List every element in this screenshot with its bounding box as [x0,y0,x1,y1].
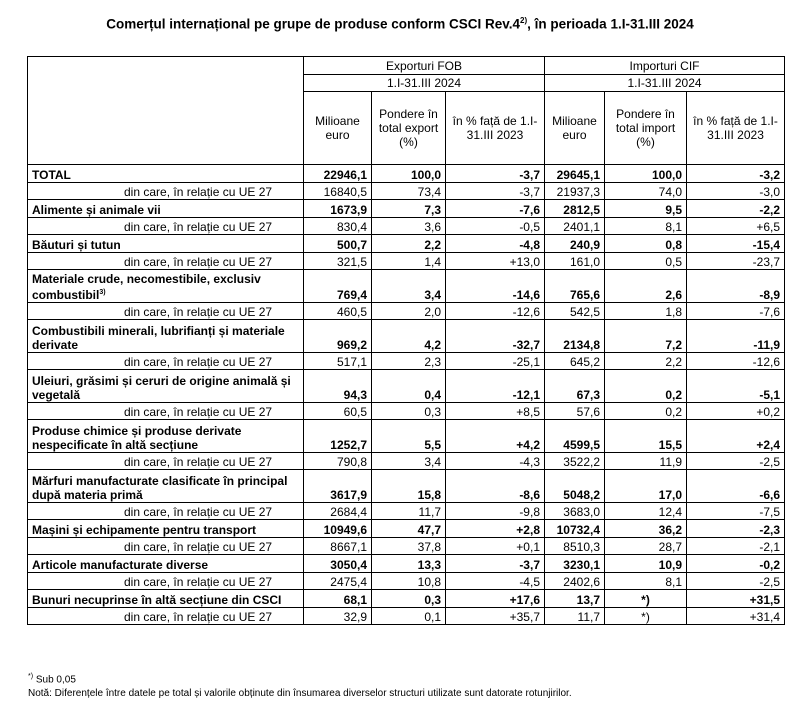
value-cell: 2,2 [605,353,687,370]
col-header: Milioane euro [545,92,605,165]
value-cell: 321,5 [304,253,372,270]
value-cell: 57,6 [545,403,605,420]
value-cell: -3,7 [446,555,545,573]
value-cell: 0,2 [605,370,687,403]
value-cell: 1,8 [605,303,687,320]
table-row [28,235,785,253]
row-label: din care, în relație cu UE 27 [28,608,304,625]
value-cell: 10,9 [605,555,687,573]
value-cell: 3617,9 [304,470,372,503]
value-cell: -0,2 [687,555,785,573]
value-cell: -7,6 [446,200,545,218]
value-cell: 7,2 [605,320,687,353]
value-cell: 8,1 [605,218,687,235]
value-cell: *) [605,590,687,608]
value-cell: -6,6 [687,470,785,503]
table-row [28,165,785,183]
value-cell: 8510,3 [545,538,605,555]
footnote: *) Sub 0,05 [28,673,76,686]
value-cell: 12,4 [605,503,687,520]
row-label: din care, în relație cu UE 27 [28,253,304,270]
value-cell: -8,6 [446,470,545,503]
col-header: Pondere în total export (%) [372,92,446,165]
table-subrow [28,353,785,370]
value-cell: +35,7 [446,608,545,625]
value-cell: 830,4 [304,218,372,235]
value-cell: 9,5 [605,200,687,218]
value-cell: -12,6 [446,303,545,320]
value-cell: -4,5 [446,573,545,590]
table-subrow [28,183,785,200]
value-cell: -9,8 [446,503,545,520]
value-cell: 2,3 [372,353,446,370]
value-cell: +0,1 [446,538,545,555]
col-header: în % față de 1.I-31.III 2023 [687,92,785,165]
value-cell: 2,2 [372,235,446,253]
value-cell: 500,7 [304,235,372,253]
table-row [28,470,785,503]
value-cell: 10732,4 [545,520,605,538]
value-cell: 11,7 [372,503,446,520]
table-subrow [28,573,785,590]
value-cell: -12,1 [446,370,545,403]
value-cell: -3,7 [446,183,545,200]
row-label: din care, în relație cu UE 27 [28,453,304,470]
table-row [28,320,785,353]
value-cell: -25,1 [446,353,545,370]
col-header: Milioane euro [304,92,372,165]
table-row [28,520,785,538]
value-cell: -7,5 [687,503,785,520]
value-cell: 161,0 [545,253,605,270]
value-cell: 21937,3 [545,183,605,200]
row-label: din care, în relație cu UE 27 [28,573,304,590]
value-cell: 67,3 [545,370,605,403]
row-label: TOTAL [28,165,304,183]
value-cell: -2,5 [687,453,785,470]
value-cell: 769,4 [304,270,372,303]
value-cell: -5,1 [687,370,785,403]
value-cell: 0,5 [605,253,687,270]
value-cell: +31,4 [687,608,785,625]
value-cell: 5,5 [372,420,446,453]
value-cell: 2402,6 [545,573,605,590]
value-cell: 1252,7 [304,420,372,453]
table-body [28,165,785,625]
value-cell: 100,0 [372,165,446,183]
table-row [28,200,785,218]
corner-cell [28,57,304,165]
value-cell: 3,4 [372,270,446,303]
value-cell: 28,7 [605,538,687,555]
row-label: Articole manufacturate diverse [28,555,304,573]
value-cell: 4599,5 [545,420,605,453]
value-cell: 3050,4 [304,555,372,573]
table-row [28,555,785,573]
exports-header: Exporturi FOB [304,57,545,75]
value-cell: 1,4 [372,253,446,270]
value-cell: 13,7 [545,590,605,608]
table-row [28,270,785,303]
imports-header: Importuri CIF [545,57,785,75]
value-cell: 15,5 [605,420,687,453]
row-label: Bunuri necuprinse în altă secțiune din CSCI [28,590,304,608]
value-cell: 0,3 [372,590,446,608]
value-cell: 790,8 [304,453,372,470]
trade-table [27,56,785,625]
value-cell: 37,8 [372,538,446,555]
value-cell: -2,1 [687,538,785,555]
value-cell: 0,1 [372,608,446,625]
value-cell: 3,4 [372,453,446,470]
value-cell: -12,6 [687,353,785,370]
value-cell: -2,2 [687,200,785,218]
table-subrow [28,253,785,270]
value-cell: 0,3 [372,403,446,420]
value-cell: 5048,2 [545,470,605,503]
row-label: Mărfuri manufacturate clasificate în principal după materia primă [28,470,304,503]
row-label: din care, în relație cu UE 27 [28,303,304,320]
value-cell: -2,5 [687,573,785,590]
value-cell: 542,5 [545,303,605,320]
value-cell: 3230,1 [545,555,605,573]
table-subrow [28,218,785,235]
value-cell: -3,0 [687,183,785,200]
value-cell: -4,8 [446,235,545,253]
value-cell: -0,5 [446,218,545,235]
value-cell: 3683,0 [545,503,605,520]
value-cell: +2,4 [687,420,785,453]
value-cell: 15,8 [372,470,446,503]
value-cell: 645,2 [545,353,605,370]
value-cell: -14,6 [446,270,545,303]
row-label: din care, în relație cu UE 27 [28,183,304,200]
row-label: Uleiuri, grăsimi și ceruri de origine animală și vegetală [28,370,304,403]
value-cell: 11,7 [545,608,605,625]
value-cell: -11,9 [687,320,785,353]
value-cell: +0,2 [687,403,785,420]
value-cell: 36,2 [605,520,687,538]
value-cell: 29645,1 [545,165,605,183]
value-cell: 0,4 [372,370,446,403]
value-cell: -15,4 [687,235,785,253]
value-cell: 68,1 [304,590,372,608]
row-label: din care, în relație cu UE 27 [28,538,304,555]
value-cell: 22946,1 [304,165,372,183]
value-cell: +8,5 [446,403,545,420]
value-cell: 765,6 [545,270,605,303]
table-subrow [28,403,785,420]
row-label: Materiale crude, necomestibile, exclusiv combustibil$^{3)}$ [28,270,304,303]
value-cell: 73,4 [372,183,446,200]
table-subrow [28,608,785,625]
value-cell: 3522,2 [545,453,605,470]
value-cell: 10949,6 [304,520,372,538]
table-subrow [28,453,785,470]
value-cell: 74,0 [605,183,687,200]
value-cell: 2,0 [372,303,446,320]
footnotes [28,670,572,701]
value-cell: +17,6 [446,590,545,608]
value-cell: 47,7 [372,520,446,538]
row-label: din care, în relație cu UE 27 [28,503,304,520]
row-label: Combustibili minerali, lubrifianți și materiale derivate [28,320,304,353]
value-cell: 17,0 [605,470,687,503]
value-cell: 969,2 [304,320,372,353]
value-cell: 8667,1 [304,538,372,555]
value-cell: +31,5 [687,590,785,608]
col-header: Pondere în total import (%) [605,92,687,165]
value-cell: -32,7 [446,320,545,353]
row-label: din care, în relație cu UE 27 [28,353,304,370]
row-label: Alimente și animale vii [28,200,304,218]
value-cell: 460,5 [304,303,372,320]
table-title: Comerțul internațional pe grupe de produse conform CSCI Rev.4$^{2)}$, în perioada 1.I-31.III 2024 [106,16,694,32]
footnote: Notă: Diferențele între datele pe total și valorile obținute din însumarea diverselor structuri utilizate sunt datorate rotunjirilor. [28,688,572,700]
value-cell: -7,6 [687,303,785,320]
value-cell: -3,2 [687,165,785,183]
value-cell: 0,8 [605,235,687,253]
value-cell: 11,9 [605,453,687,470]
row-label: din care, în relație cu UE 27 [28,403,304,420]
value-cell: -2,3 [687,520,785,538]
value-cell: 32,9 [304,608,372,625]
value-cell: 1673,9 [304,200,372,218]
table-row [28,590,785,608]
value-cell: 2812,5 [545,200,605,218]
imports-period: 1.I-31.III 2024 [545,75,785,92]
col-header: în % față de 1.I-31.III 2023 [446,92,545,165]
value-cell: -8,9 [687,270,785,303]
value-cell: 8,1 [605,573,687,590]
table-row [28,420,785,453]
value-cell: 7,3 [372,200,446,218]
row-label: din care, în relație cu UE 27 [28,218,304,235]
value-cell: 16840,5 [304,183,372,200]
row-label: Mașini și echipamente pentru transport [28,520,304,538]
value-cell: 60,5 [304,403,372,420]
table-subrow [28,303,785,320]
value-cell: 517,1 [304,353,372,370]
value-cell: 2401,1 [545,218,605,235]
value-cell: 2475,4 [304,573,372,590]
value-cell: 240,9 [545,235,605,253]
row-label: Produse chimice și produse derivate nespecificate în altă secțiune [28,420,304,453]
value-cell: -3,7 [446,165,545,183]
value-cell: 94,3 [304,370,372,403]
value-cell: 100,0 [605,165,687,183]
value-cell: -4,3 [446,453,545,470]
value-cell: 3,6 [372,218,446,235]
value-cell: +13,0 [446,253,545,270]
value-cell: 10,8 [372,573,446,590]
value-cell: 2134,8 [545,320,605,353]
value-cell: 2,6 [605,270,687,303]
table-row [28,370,785,403]
row-label: Băuturi și tutun [28,235,304,253]
exports-period: 1.I-31.III 2024 [304,75,545,92]
value-cell: 2684,4 [304,503,372,520]
value-cell: +2,8 [446,520,545,538]
value-cell: 0,2 [605,403,687,420]
value-cell: +6,5 [687,218,785,235]
value-cell: 4,2 [372,320,446,353]
value-cell: *) [605,608,687,625]
table-subrow [28,538,785,555]
value-cell: +4,2 [446,420,545,453]
table-subrow [28,503,785,520]
value-cell: -23,7 [687,253,785,270]
value-cell: 13,3 [372,555,446,573]
